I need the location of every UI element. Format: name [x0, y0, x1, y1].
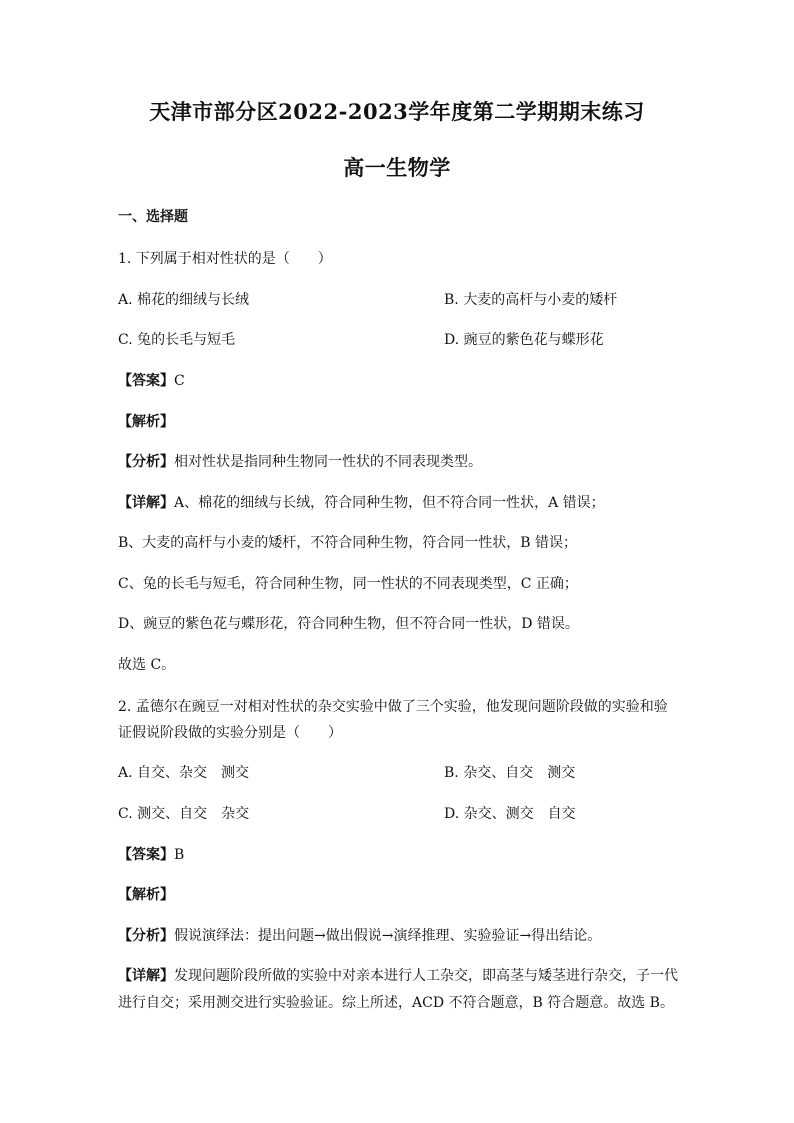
xiangjie-text: 发现问题阶段所做的实验中对亲本进行人工杂交，即高茎与矮茎进行杂交，子一代: [174, 968, 678, 984]
fenxi-text: 相对性状是指同种生物同一性状的不同表现类型。: [174, 454, 482, 470]
question-2-option-c: C. 测交、自交 杂交: [118, 806, 250, 822]
question-1-answer: [118, 368, 678, 394]
fenxi-tag: 【分析】: [118, 454, 174, 470]
section-heading: 一、选择题: [118, 209, 188, 225]
question-2-fenxi: [118, 923, 678, 949]
question-2-answer: [118, 842, 678, 868]
question-2-option-a: A. 自交、杂交 测交: [118, 765, 250, 781]
question-1-xiangjie-b: B、大麦的高杆与小麦的矮杆，不符合同种生物，符合同一性状，B 错误；: [118, 535, 578, 551]
question-2-analysis-tag: [118, 882, 678, 908]
xiangjie-tag: 【详解】: [118, 968, 174, 984]
question-1-analysis-tag: [118, 409, 678, 435]
question-1-xiangjie-d: D、豌豆的紫色花与蝶形花，符合同种生物，但不符合同一性状，D 错误。: [118, 616, 579, 632]
question-2-option-d: D. 杂交、测交 自交: [444, 806, 576, 822]
question-1-option-d: D. 豌豆的紫色花与蝶形花: [444, 332, 604, 348]
question-2-stem-line-2: 证假说阶段做的实验分别是（ ）: [118, 725, 342, 741]
answer-value: B: [174, 847, 185, 863]
question-2-option-b: B. 杂交、自交 测交: [444, 765, 576, 781]
question-1-fenxi: [118, 449, 678, 475]
question-1-option-a: A. 棉花的细绒与长绒: [118, 292, 250, 308]
answer-tag: 【答案】: [118, 373, 174, 389]
xiangjie-tag: 【详解】: [118, 495, 174, 511]
question-1-option-b: B. 大麦的高杆与小麦的矮杆: [444, 292, 618, 308]
question-2-stem-line-1: 2. 孟德尔在豌豆一对相对性状的杂交实验中做了三个实验，他发现问题阶段做的实验和验: [118, 699, 668, 715]
question-1-option-c: C. 兔的长毛与短毛: [118, 332, 236, 348]
question-2-xiangjie-line-2: 进行自交；采用测交进行实验验证。综上所述，ACD 不符合题意，B 符合题意。故选 B。: [118, 995, 674, 1011]
fenxi-text: 假说演绎法：提出问题→做出假说→演绎推理、实验验证→得出结论。: [174, 928, 602, 944]
document-subtitle: 高一生物学: [343, 155, 451, 180]
question-1-xiangjie-c: C、兔的长毛与短毛，符合同种生物，同一性状的不同表现类型，C 正确；: [118, 576, 578, 592]
question-1-conclusion: 故选 C。: [118, 657, 176, 673]
question-2-xiangjie: [118, 963, 678, 989]
analysis-tag: 【解析】: [118, 414, 174, 430]
xiangjie-text: A、棉花的细绒与长绒，符合同种生物，但不符合同一性状，A 错误；: [174, 495, 605, 511]
fenxi-tag: 【分析】: [118, 928, 174, 944]
answer-tag: 【答案】: [118, 847, 174, 863]
answer-value: C: [174, 373, 185, 389]
document-title: 天津市部分区2022-2023学年度第二学期期末练习: [149, 99, 645, 124]
question-1-stem: 1. 下列属于相对性状的是（ ）: [118, 251, 332, 267]
analysis-tag: 【解析】: [118, 887, 174, 903]
question-1-xiangjie: [118, 490, 678, 516]
